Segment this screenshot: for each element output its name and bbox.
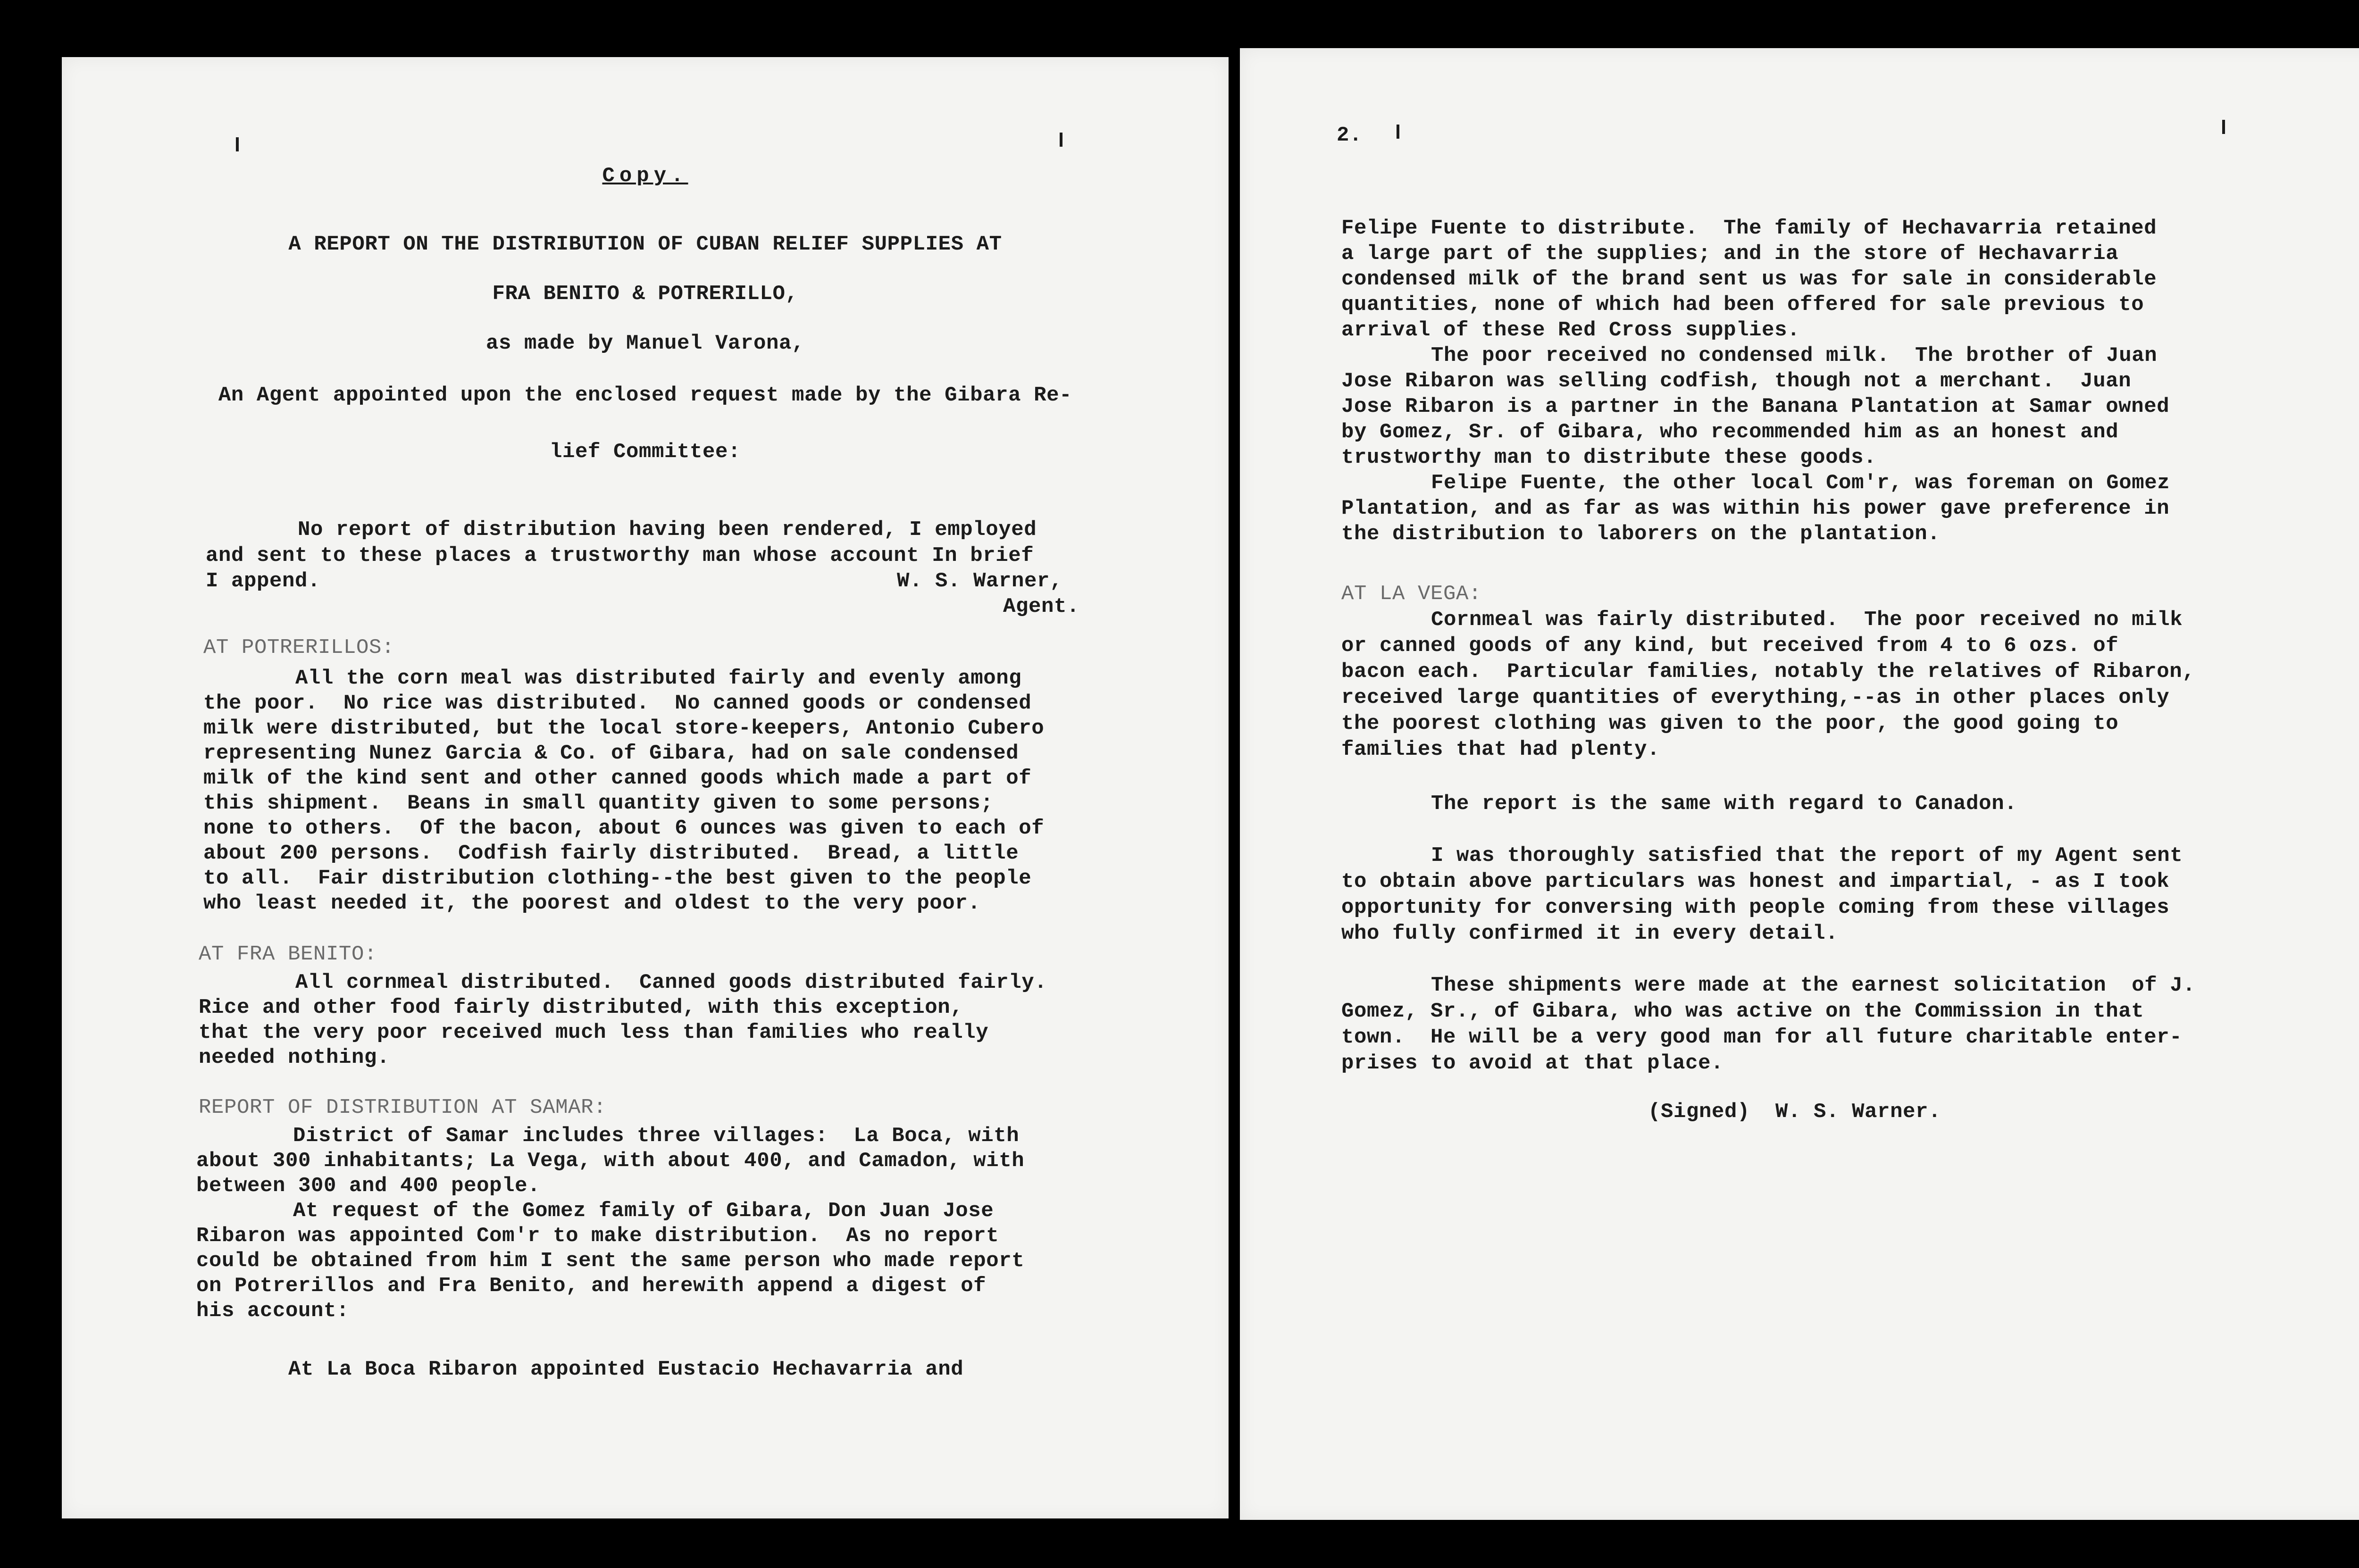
- report-title-line: lief Committee:: [549, 440, 741, 464]
- paragraph-line: opportunity for conversing with people coming from these villages: [1341, 896, 2170, 919]
- paragraph-line: Gomez, Sr., of Gibara, who was active on the Commission in that: [1341, 1000, 2144, 1023]
- paragraph-line: the poorest clothing was given to the poor, the good going to: [1341, 712, 2119, 735]
- intro-line: and sent to these places a trustworthy man whose account In brief: [206, 544, 1034, 567]
- paragraph-line: or canned goods of any kind, but received from 4 to 6 ozs. of: [1341, 634, 2119, 658]
- paragraph-line: the poor. No rice was distributed. No canned goods or condensed: [203, 692, 1032, 715]
- paragraph-line: his account:: [196, 1299, 350, 1323]
- paragraph-line: Jose Ribaron was selling codfish, though not a merchant. Juan: [1341, 369, 2132, 393]
- paragraph-line: arrival of these Red Cross supplies.: [1341, 318, 1800, 342]
- paragraph-line: Ribaron was appointed Com'r to make distribution. As no report: [196, 1224, 999, 1248]
- paragraph-line: to obtain above particulars was honest and impartial, - as I took: [1341, 870, 2170, 893]
- signer-name: W. S. Warner,: [897, 569, 1063, 593]
- paragraph-line: on Potrerillos and Fra Benito, and herewith append a digest of: [196, 1274, 987, 1298]
- paragraph-line: received large quantities of everything,--as in other places only: [1341, 686, 2170, 709]
- page-number: 2.: [1337, 124, 1363, 147]
- report-title-line: An Agent appointed upon the enclosed request made by the Gibara Re-: [218, 384, 1072, 407]
- paragraph-line: town. He will be a very good man for all future charitable enter-: [1341, 1026, 2183, 1049]
- copy-heading: Copy.: [602, 164, 688, 188]
- paragraph-line: All cornmeal distributed. Canned goods distributed fairly.: [295, 971, 1047, 994]
- paragraph-line: bacon each. Particular families, notably the relatives of Ribaron,: [1341, 660, 2195, 684]
- document-page-right: [1240, 48, 2359, 1520]
- paragraph-line: the distribution to laborers on the plantation.: [1341, 522, 1941, 546]
- paragraph-line: about 300 inhabitants; La Vega, with about 400, and Camadon, with: [196, 1149, 1025, 1173]
- intro-line: No report of distribution having been rendered, I employed: [298, 518, 1037, 542]
- report-title-line: A REPORT ON THE DISTRIBUTION OF CUBAN RELIEF SUPPLIES AT: [288, 233, 1002, 256]
- paragraph-line: milk were distributed, but the local store-keepers, Antonio Cubero: [203, 717, 1045, 740]
- paragraph-line: a large part of the supplies; and in the store of Hechavarria: [1341, 242, 2119, 266]
- paragraph-line: this shipment. Beans in small quantity given to some persons;: [203, 792, 994, 815]
- report-title-line: FRA BENITO & POTRERILLO,: [492, 282, 798, 306]
- paragraph-line: none to others. Of the bacon, about 6 ounces was given to each of: [203, 817, 1045, 840]
- section-heading-samar: REPORT OF DISTRIBUTION AT SAMAR:: [199, 1096, 607, 1119]
- paragraph-line: quantities, none of which had been offered for sale previous to: [1341, 293, 2144, 317]
- section-heading-potrerillos: AT POTRERILLOS:: [203, 636, 395, 659]
- signature-line: (Signed) W. S. Warner.: [1648, 1100, 1941, 1124]
- paragraph-line: could be obtained from him I sent the same person who made report: [196, 1249, 1025, 1273]
- canadon-line: The report is the same with regard to Canadon.: [1431, 792, 2017, 816]
- paragraph-line: families that had plenty.: [1341, 738, 1660, 761]
- paragraph-line: Cornmeal was fairly distributed. The poor received no milk: [1431, 608, 2183, 632]
- punch-mark: [2222, 120, 2225, 134]
- punch-mark: [1397, 125, 1399, 139]
- paragraph-line: prises to avoid at that place.: [1341, 1051, 1724, 1075]
- paragraph-line: Felipe Fuente, the other local Com'r, was foreman on Gomez: [1431, 471, 2170, 495]
- paragraph-line: to all. Fair distribution clothing--the best given to the people: [203, 867, 1032, 890]
- paragraph-line: between 300 and 400 people.: [196, 1174, 541, 1198]
- paragraph-line: These shipments were made at the earnest solicitation of J.: [1431, 974, 2196, 997]
- paragraph-line: that the very poor received much less than families who really: [199, 1021, 989, 1044]
- paragraph-line: District of Samar includes three villages: La Boca, with: [293, 1124, 1020, 1148]
- report-title-line: as made by Manuel Varona,: [485, 332, 805, 355]
- paragraph-line: who least needed it, the poorest and oldest to the very poor.: [203, 892, 981, 915]
- punch-mark: [1060, 133, 1062, 147]
- paragraph-line: At request of the Gomez family of Gibara, Don Juan Jose: [293, 1199, 994, 1223]
- paragraph-line: needed nothing.: [199, 1046, 390, 1069]
- signer-role: Agent.: [1003, 595, 1080, 618]
- paragraph-line: trustworthy man to distribute these goods.: [1341, 446, 1877, 469]
- paragraph-line: Jose Ribaron is a partner in the Banana Plantation at Samar owned: [1341, 395, 2170, 418]
- paragraph-line: All the corn meal was distributed fairly and evenly among: [295, 667, 1022, 690]
- paragraph-line: Plantation, and as far as was within his power gave preference in: [1341, 497, 2170, 520]
- paragraph-line: condensed milk of the brand sent us was for sale in considerable: [1341, 267, 2157, 291]
- section-heading-la-vega: AT LA VEGA:: [1341, 582, 1482, 606]
- paragraph-line: about 200 persons. Codfish fairly distributed. Bread, a little: [203, 842, 1019, 865]
- closing-line: At La Boca Ribaron appointed Eustacio Hechavarria and: [288, 1358, 964, 1381]
- paragraph-line: by Gomez, Sr. of Gibara, who recommended him as an honest and: [1341, 420, 2119, 444]
- paragraph-line: milk of the kind sent and other canned goods which made a part of: [203, 767, 1032, 790]
- paragraph-line: The poor received no condensed milk. The brother of Juan: [1431, 344, 2158, 367]
- paragraph-line: representing Nunez Garcia & Co. of Gibara, had on sale condensed: [203, 742, 1019, 765]
- paragraph-line: Rice and other food fairly distributed, with this exception,: [199, 996, 963, 1019]
- section-heading-fra-benito: AT FRA BENITO:: [199, 942, 377, 966]
- intro-line: I append.: [206, 569, 321, 593]
- paragraph-line: Felipe Fuente to distribute. The family of Hechavarria retained: [1341, 217, 2157, 240]
- paragraph-line: I was thoroughly satisfied that the report of my Agent sent: [1431, 844, 2183, 867]
- punch-mark: [236, 137, 239, 151]
- document-page-left: [62, 57, 1229, 1518]
- paragraph-line: who fully confirmed it in every detail.: [1341, 922, 1839, 945]
